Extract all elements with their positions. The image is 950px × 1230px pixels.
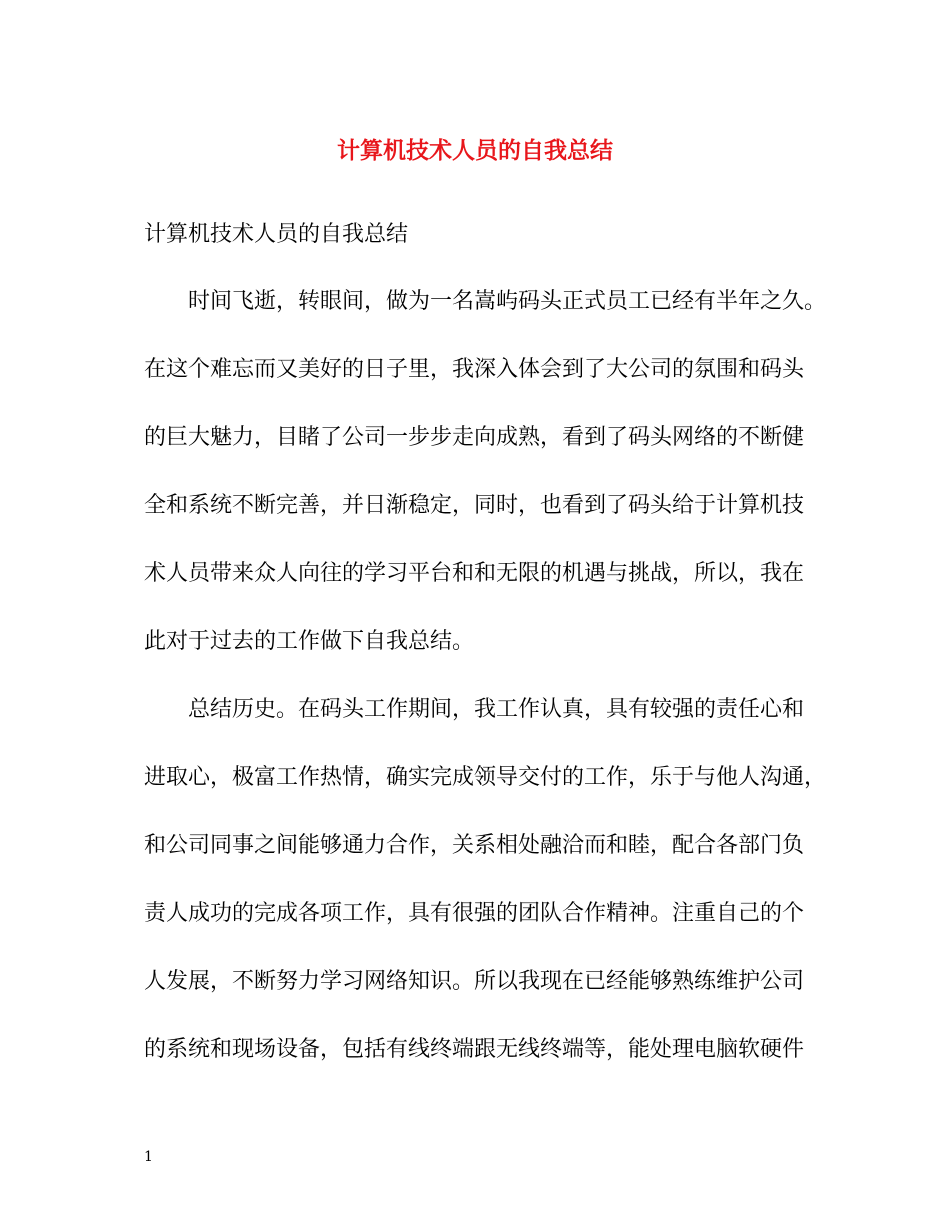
paragraph-2-line-4: 责人成功的完成各项工作，具有很强的团队合作精神。注重自己的个 xyxy=(144,901,805,926)
document-title: 计算机技术人员的自我总结 xyxy=(337,137,613,164)
paragraph-2-line-6: 的系统和现场设备，包括有线终端跟无线终端等，能处理电脑软硬件 xyxy=(144,1037,805,1062)
paragraph-2-line-5: 人发展，不断努力学习网络知识。所以我现在已经能够熟练维护公司 xyxy=(144,969,805,994)
paragraph-1-line-2: 在这个难忘而又美好的日子里，我深入体会到了大公司的氛围和码头 xyxy=(144,357,805,382)
paragraph-2-line-3: 和公司同事之间能够通力合作，关系相处融洽而和睦，配合各部门负 xyxy=(144,833,805,858)
paragraph-1-line-4: 全和系统不断完善，并日渐稳定，同时，也看到了码头给于计算机技 xyxy=(144,493,805,518)
paragraph-1-line-3: 的巨大魅力，目睹了公司一步步走向成熟，看到了码头网络的不断健 xyxy=(144,425,805,450)
paragraph-2-line-2: 进取心，极富工作热情，确实完成领导交付的工作，乐于与他人沟通， xyxy=(144,765,827,790)
paragraph-2-line-1: 总结历史。在码头工作期间，我工作认真，具有较强的责任心和 xyxy=(188,697,805,722)
paragraph-1-line-5: 术人员带来众人向往的学习平台和和无限的机遇与挑战，所以，我在 xyxy=(144,561,805,586)
subtitle-line: 计算机技术人员的自我总结 xyxy=(144,222,409,247)
page-number: 1 xyxy=(144,1149,153,1165)
paragraph-1-line-6: 此对于过去的工作做下自我总结。 xyxy=(144,629,475,654)
paragraph-1-line-1: 时间飞逝，转眼间，做为一名嵩屿码头正式员工已经有半年之久。 xyxy=(188,289,827,314)
